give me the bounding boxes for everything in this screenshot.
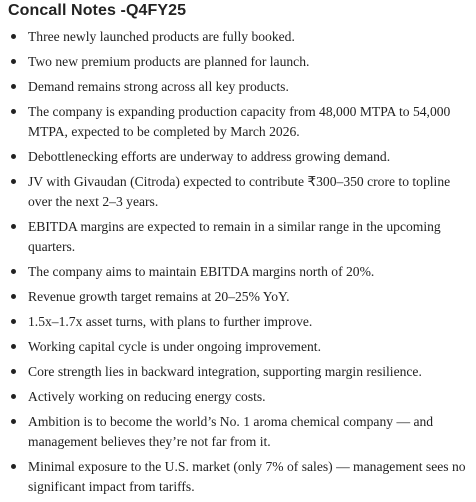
list-item bbox=[0, 287, 476, 307]
bullet-icon bbox=[11, 394, 16, 399]
list-item bbox=[0, 217, 476, 257]
bullet-icon bbox=[11, 59, 16, 64]
bullet-icon bbox=[11, 369, 16, 374]
list-item bbox=[0, 77, 476, 97]
list-item-text: Two new premium products are planned for launch. bbox=[28, 54, 310, 69]
bullet-icon bbox=[11, 419, 16, 424]
list-item bbox=[0, 27, 476, 47]
bullet-icon bbox=[11, 154, 16, 159]
bullet-icon bbox=[11, 464, 16, 469]
bullet-icon bbox=[11, 269, 16, 274]
list-item bbox=[0, 387, 476, 407]
bullet-icon bbox=[11, 34, 16, 39]
list-item-text: Minimal exposure to the U.S. market (only 7% of sales) — management sees no significant impact from tariffs. bbox=[28, 459, 466, 494]
bullet-icon bbox=[11, 84, 16, 89]
list-item-text: Revenue growth target remains at 20–25% YoY. bbox=[28, 289, 290, 304]
list-item bbox=[0, 337, 476, 357]
list-item-text: Demand remains strong across all key products. bbox=[28, 79, 289, 94]
list-item-text: EBITDA margins are expected to remain in a similar range in the upcoming quarters. bbox=[28, 219, 441, 254]
list-item-text: The company aims to maintain EBITDA margins north of 20%. bbox=[28, 264, 375, 279]
list-item bbox=[0, 312, 476, 332]
bullet-icon bbox=[11, 344, 16, 349]
list-item-text: JV with Givaudan (Citroda) expected to contribute ₹300–350 crore to topline over the next 2–3 years. bbox=[28, 174, 451, 209]
list-item-text: Three newly launched products are fully booked. bbox=[28, 29, 295, 44]
bullet-list bbox=[0, 27, 476, 502]
list-item-text: Debottlenecking efforts are underway to address growing demand. bbox=[28, 149, 391, 164]
list-item bbox=[0, 102, 476, 142]
list-item-text: Actively working on reducing energy costs. bbox=[28, 389, 266, 404]
list-item-text: Ambition is to become the world’s No. 1 aroma chemical company — and management believes they’re not far from it. bbox=[28, 414, 434, 449]
list-item-text: 1.5x–1.7x asset turns, with plans to further improve. bbox=[28, 314, 313, 329]
list-item bbox=[0, 262, 476, 282]
list-item-text: Core strength lies in backward integration, supporting margin resilience. bbox=[28, 364, 422, 379]
bullet-icon bbox=[11, 179, 16, 184]
bullet-icon bbox=[11, 319, 16, 324]
list-item bbox=[0, 52, 476, 72]
bullet-icon bbox=[11, 109, 16, 114]
page-title: Concall Notes -Q4FY25 bbox=[8, 2, 187, 19]
list-item-text: The company is expanding production capacity from 48,000 MTPA to 54,000 MTPA, expected to be completed by March 2026. bbox=[28, 104, 451, 139]
bullet-icon bbox=[11, 224, 16, 229]
list-item bbox=[0, 457, 476, 497]
bullet-icon bbox=[11, 294, 16, 299]
list-item bbox=[0, 172, 476, 212]
list-item-text: Working capital cycle is under ongoing improvement. bbox=[28, 339, 321, 354]
list-item bbox=[0, 147, 476, 167]
list-item bbox=[0, 412, 476, 452]
list-item bbox=[0, 362, 476, 382]
